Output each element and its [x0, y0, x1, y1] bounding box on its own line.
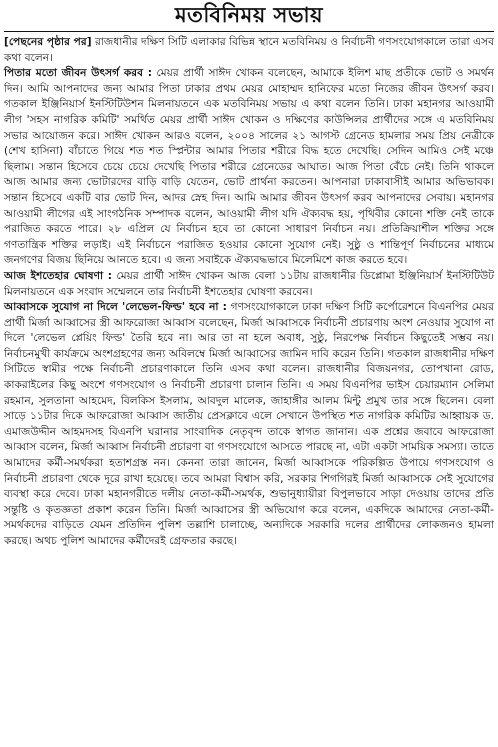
article-body [4, 35, 494, 550]
section-paragraph [4, 269, 494, 300]
section-text: গণসংযোগকালে ঢাকা দক্ষিণ সিটি কর্পোরেশনে বিএনপির মেয়র প্রার্থী মির্জা আব্বাসের স্ত্রী আফরোজা আব্বাস বলেছেন, মির্জা আব্বাসকে নির্বাচনী প্রচারণায় অংশ নেওয়ার সুযোগ না দিলে 'লেভেল প্লেয়িং ফিল্ড' তৈরি হবে না। আর তা না হলে অবাধ, সুষ্ঠু, নিরপেক্ষ নির্বাচন কিছুতেই সম্ভব নয়। নির্বাচনমুখী কার্যক্রমে অংশগ্রহণের জন্য অবিলম্বে মির্জা আব্বাসের জামিন দাবি করেন তিনি। গতকাল রাজধানীর দক্ষিণ সিটিতে স্বামীর পক্ষে নির্বাচনী প্রচারণাকালে তিনি এসব কথা বলেন। রাজধানীর বিজয়নগর, তোপখানা রোড, কাকরাইলের কিছু অংশে গণসংযোগ ও নির্বাচনী প্রচারণা চালান তিনি। এ সময় বিএনপির ভাইস চেয়ারম্যান সেলিমা রহমান, সুলতানা আহমেদ, বিলকিস ইসলাম, আবদুল মালেক, জাহাঙ্গীর আলম মিন্টু প্রমুখ তার সঙ্গে ছিলেন। বেলা সাড়ে ১১টার দিকে আফরোজা আব্বাস জাতীয় প্রেসক্লাবে এলে সেখানে উপস্থিত শত নাগরিক কমিটির আহ্বায়ক ড. এমাজউদ্দীন আহমদসহ বিএনপি ঘরানার সাংবাদিক নেতৃবৃন্দ তাকে স্বাগত জানান। এক প্রশ্নের জবাবে আফরোজা আব্বাস বলেন, মির্জা আব্বাস নির্বাচনী প্রচারণা বা গণসংযোগে আসতে পারছে না, এটা একটা সাময়িক সমস্যা। তাতে আমাদের কর্মী-সমর্থকরা হতাশগ্রস্ত নন। কেননা তারা জানেন, মির্জা আব্বাসকে পরিকল্পিত উপায়ে গণসংযোগ ও নির্বাচনী প্রচারণা থেকে দূরে রাখা হয়েছে। তবে আমরা বিশ্বাস করি, সরকার শিগগিরই মির্জা আব্বাসকে সেই সুযোগের ব্যবস্থা করে দেবে। ঢাকা মহানগরীতে দলীয় নেতা-কর্মী-সমর্থক, শুভানুধ্যায়ীরা বিপুলভাবে সাড়া দেওয়ায় তাদের প্রতি সন্তুষ্টি ও কৃতজ্ঞতা প্রকাশ করেন তিনি। মির্জা আব্বাসের স্ত্রী অভিযোগ করে বলেন, একদিকে আমাদের নেতা-কর্মী-সমর্থকদের বাড়িতে যেমন প্রতিদিন পুলিশ তল্লাশি চালাচ্ছে, অন্যদিকে সরকারি দলের প্রার্থীদের লোকজনও হামলা করছে। অথচ পুলিশ আমাদের কর্মীদেরই গ্রেফতার করছে। [4, 301, 494, 547]
section-paragraph [4, 66, 494, 269]
headline: মতবিনিময় সভায় [175, 2, 323, 27]
subheading: আজ ইশতেহার ঘোষণা : [4, 269, 113, 282]
intro-text: রাজধানীর দক্ষিণ সিটি এলাকার বিভিন্ন স্থানে মতবিনিময় ও নির্বাচনী গণসংযোগকালে তারা এসব কথা বলেন। [4, 36, 494, 64]
subheading: পিতার মতো জীবন উৎসর্গ করব : [4, 67, 153, 80]
intro-paragraph [4, 35, 494, 66]
section-paragraph [4, 300, 494, 550]
continuation-marker: [পেছনের পৃষ্ঠার পর] [4, 36, 92, 48]
section-text: মেয়র প্রার্থী সাঈদ খোকন বলেছেন, আমাকে ইলিশ মাছ প্রতীকে ভোট ও সমর্থন দিন। আমি আপনাদের জন্য আমার পিতা ঢাকার প্রথম মেয়র মোহাম্মদ হানিফের মতো নিজের জীবন উৎসর্গ করব। গতকাল ইঞ্জিনিয়ার্স ইনস্টিটিউশন মিলনায়তনে এক মতবিনিময় সভায় এ কথা বলেন তিনি। ঢাকা মহানগর আওয়ামী লীগ 'সহস নাগরিক কমিটি' সমর্থিত মেয়র প্রার্থী সাঈদ খোকন ও দক্ষিণের কাউন্সিলর প্রার্থীদের সঙ্গে এ মতবিনিময় সভার আয়োজন করে। সাঈদ খোকন আরও বলেন, ২০০৪ সালের ২১ আগস্ট গ্রেনেড হামলার সময় প্রিয় নেত্রীকে (শেখ হাসিনা) বাঁচাতে গিয়ে শত শত স্প্লিন্টার আমার পিতার শরীরে বিদ্ধ হতে দেখেছি। সেদিন আমিও সেই মঞ্চে ছিলাম। সন্তান হিসেবে চেয়ে চেয়ে দেখেছি পিতার শরীরে গ্রেনেডের আঘাত। আজ পিতা বেঁচে নেই। তিনি থাকলে আজ আমার জন্য ভোটারদের বাড়ি বাড়ি যেতেন, ভোট প্রার্থনা করতেন। আপনারা ঢাকাবাসীই আমার অভিভাবক। সন্তান হিসেবে একটি বার ভোট দিন, আদর স্নেহ দিন। আমি আমার জীবন উৎসর্গ করব আপনাদের সেবায়। মহানগর আওয়ামী লীগের এই সাংগঠনিক সম্পাদক বলেন, আওয়ামী লীগ যদি ঐক্যবদ্ধ হয়, পৃথিবীর কোনো শক্তি নেই তাকে পরাজিত করতে পারে। ২৮ এপ্রিল যে নির্বাচন হবে তা কোনো সাধারণ নির্বাচন নয়। প্রতিক্রিয়াশীল শক্তির সঙ্গে গণতান্ত্রিক শক্তির লড়াই। এই নির্বাচনে পরাজিত হওয়ার কোনো সুযোগ নেই। সুষ্ঠু ও শান্তিপূর্ণ নির্বাচনের মাধ্যমে জনগণের বিজয় ছিনিয়ে আনতে হবে। এ জন্য সবাইকে ঐক্যবদ্ধভাবে মিলেমিশে কাজ করতে হবে। [4, 67, 494, 267]
headline-rule [4, 31, 494, 32]
section-text: মেয়র প্রার্থী সাঈদ খোকন আজ বেলা ১১টায় রাজধানীর ডিপ্লোমা ইঞ্জিনিয়ার্স ইনস্টিটিউট মিলনায়তনে এক সংবাদ সম্মেলনে তার নির্বাচনী ইশতেহার ঘোষণা করবেন। [4, 269, 494, 298]
subheading: আব্বাসকে সুযোগ না দিলে 'লেভেল-ফিল্ড' হবে না : [4, 301, 227, 314]
